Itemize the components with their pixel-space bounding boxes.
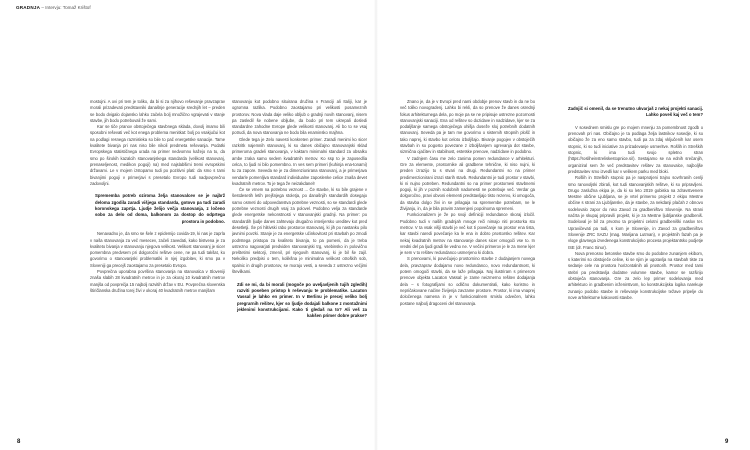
page-number-right: 9 (725, 439, 729, 445)
text-column-2 (232, 99, 367, 439)
body-paragraph: Glede tega je Zelo navesti konkreten primer. Zaradi menimi ko sicer razkritk najemnih stanovanj, ki so danes običajno stanovanjski sklad primeroma gradeli stanovanja, v kaktam minimalni standard za obsalko ambe zraka samo sedem kvadratnih metrov. Ko ssp to je zaposedlia celca, to ljudi ni bilo pomembno. In ves sem primeri (kuhinja ena-tonami) tu za zapore. Seveda se je za dimenzionirana stanovanj, a je primerjava vendarle pomenljiva standard individualne zaposlenke celice znaša devet kvadratnih metrov. To je tega že neizakdanel! (232, 136, 367, 186)
pull-quote: Sprememba potreb oziroma želja stanovalcev se je najbrž deloma zgodila zaradi višjega standarda, gotovo pa tudi zaradi koronskega zaprtja. Ljudje želijo večja stanovanja, z ločeno sobo za delo od doma, balkonom za dostop do odprtega prostora in podobno. (95, 193, 225, 224)
spread-gutter (374, 0, 378, 450)
body-paragraph: Nenavadno je, da smo se šele z epidemijo covida-19, ki nas je zaprla v naša stanovanja za več mesecev, začeli zavedati, kako bistvena je za kvaliteto bivanja v stanovanju njegova velikost. Velikost stanovanj je sicer pomembna predvsem pri dolgoročni rešitve cene, ne pa tudi takšat, ko govorimo o stanovanjski problematiki in njej izgobitev, ki smo pa v Sloveniji ga precejš zaostajamo za presetalo Evropo. (90, 231, 225, 268)
running-head (16, 5, 91, 10)
body-paragraph: Nova prenosno betonske stavbe smo do podobne zunanjem ekibom, s katerimi so obstoječe celine, ki se njim je ugotavlja na stavbah tiste za sedanje cele na prostora horizontalnih ali prostorih. Prostor med tami stebri pa predstavlja dodatne volumne stavbe, kamor se razširijo obstoječa stanovanja. Gre za zelo lep primer sodelovanja med arhitekturo in gradbenim inženirstvom, ko konstrukcijska logika narekuje zunanjo podobo stavbe in reševanje konstrukcijske težave pripelje do nove arhitekturne kakovosti stavbe. (568, 250, 703, 300)
body-paragraph: Če se vrnem na potrebno veznost ... Če stavbe, ki so bile grajene v šestdesetih letih prejšnjega stoletja, po današnjih standardih dosegajo samo osmeti do odpovedanstva potrebne veznosti, so se standardi glede potrebne veznosti drugih vsaj za polovel. Podobno velja za standarde glede energetske nekonstnosti v stanovanjski gradnji. Na primer: po standardih ljudje danes zahtevajo drugačno interijersko ureditev kot pred desetletji. Še pri hlitivski rabo prostorov stanovanj, ki jih po nastanku pilo javnimi povzki. Stanje je za energetske učinkovitost pri stavbah po zmodi podrstega pristopa za kvaliteto bivanja, to pa pomeni, da je treba ustrezno nagovarjati predviden stanovanjski trg, vsebinsko in polovično preštetimi sektorji, zmenil, pri njegovih stanovanj, ki je bil še zajil. Nekoliko predpisi o tem, kolikšna je minimalna velikost otroških sob, spalnic in drugih prostorov, se morajo vesti, a seveda z ustrezno večjimi številkami. (232, 187, 367, 275)
interview-question: Zdi se mi, da bi morali (mogoče po uveljavljenih tujih zgledih) razviti poseben pristop k reševanju te problematike. Lacaton Vassal je lahko en primer. In v Berlinu je precej veliko bolj pregrarnih rešitev, kjer so ljudje dodajali balkone z montažnimi jeklenimi konstrukcijami. Kako ti gledaš na to? Ali veš za kakšen primer dobre prakse? (237, 281, 367, 319)
text-column-4 (568, 106, 703, 426)
article-subtitle: Intervju: Tomaž Krištof (45, 5, 91, 10)
body-paragraph: Funkcionalizem je že po svoji definiciji redundance skoraj izločil. Podobno tudi v naših gradnjah mnoge reči nimajo niti prostorka sto metrov. V ta vsak višji stavbi je več kot ti povečanje na prostor ena tista, kar stavbi naredi povečanje ka le ena in dobro prostorsko rešitev. Kar nekaj kvadratnih metrov na stanovanje danes sicer omogoči vse to. In vredni del pa ljudi gradi še vedno ne. V večini primerov je le za mene kjer je sem v to rešitev redundanco usmerjeno ki dobra. (400, 212, 535, 256)
body-paragraph: V sosednem smislu gre po mojem mnenju za pomembnost zgodb o prenovah pri nas. Običajno je ta podlaga želja lastnikov sosedje, ki so običajno že za eno samo stavbo, tudi pa za zdaj vključenih kar osem stopnic, ki so tudi iniciative za prizadevanje usmeritve. Rošlih in Streških stopnic, ki ima tudi svojo spletno stran (https://rosliheinstreliskestopnice.si/). Sestajamo se na ednih srečanjih, organiziral sem že več predstavitev rešitev za stanovalce, najboljše predstavitev smo izvedli kar v velikem parku med bloki. (568, 124, 703, 174)
interview-question: Zadnjič si omenil, da se trenutno ukvarjaš z nekaj projekti sanacij. Lahko poveš kaj več o tem? (568, 106, 703, 118)
body-paragraph: S prenovami, ki povečujejo prostornino stavbe z dodajanjem novega dela, pravzaprav dodajamo novo redundanco, novo redundantnost, ki potem omogoči stavbi, da se laže prilagaja. Naj ilustriram s primerom prenove objekta Lacaton Vassal: je zame neizmerno rešitev dodajanja dela – s fotografijami so odlično dokumentirali, kako koristno in nepričakovane načine živijenja zavzame prostore. Prostor, ki ima vnaprej določenega namena in je v funkcionalnem smislu odvečen, lahko postane najbolj dragoceni del stanovanja. (400, 256, 535, 306)
body-paragraph: stanovanju kot podobno situirana družina v Franciji ali Italiji, kar je ogromna razlika. Podobno zaostajamo pri velikosti posameznih prostorov. Nova vlada daje veliko obljub o gradnji novih stanovanj, nisem pa zasledil še nobene obljube, da bodo pri tem ukrepali dosledi standardne zahodne Evrope glede velikosti stanovanj. Ali bo to se vsaj potrudi, da nova stanovanja ne bodo bila enaminsko majhna. (232, 99, 367, 136)
body-paragraph: V zadnjem času me zelo zanima pomen redundance v arhitekturi. Gre za elemente, prostornike ali gradbene tehnične, ki niso nujni, ki preden izrazijo to s stvari na drugi. Redundantni so na primer predimenzionirani izrazi starih stavb. Redundantni je tudi prostor v stavbi, ki ni nujno potreben. Redundantni so na primer prostornesi stavbnemi pogoji, ki jih v poznih sodobnih nadomesti ne potrebuje več. Verdar ga dolgoročno, pravi obvoni elementi predstavljajo tisto rezervo, ki omogoča, da stavba dolgo živi in se prilagaja na spremembe potrebam, ne le Živijanju, in, da je bila pravim zamenjeni popolnoma spremeni. (400, 155, 535, 212)
body-paragraph: Znano je, da je v Evropi pred nami obdobje prenov stavb in da ne bo več toliko novogradenj. Lahko bi rekli, da so prenove že danes osrednji fokus arhitekturnega dela, po moje pa se ne pripisuje ustrezne pozornosti stanovanjski sanaciji. Ena od rešitev so dozidave in nadzidave, kjer se za podaljšanje samega obstoječega ohišja doseže sloj potrebnih dodatnih stanovanj. Seveda pa je tam me govorimo o sistemih stropnih plošč in tako naprej, ki stavbo kot celoto izboljšajo. Bivanje pogojev v obstoječih stavbah in so pogosto povezane z izboljšanjem ogrevanja dot stavbe, sizmična ojačitev in stabilnost, estetske prenove, nadzidave in podobno. (400, 99, 535, 155)
body-paragraph: Kar se tiče pranov obstoječega stavbnega sklada, dovolj imamo bili sposobni reševati več kot enega problema menitkat: bolj po vsakjučui kot na podlagi resnega razmisleka so bile to pač energetske sanacije. Tame kvalitete bivanja pri nas niso bile nikoli predmeta reševanja. Podatki Evropskega statističnega urada na primer nedvomno kažejo na to, da smo po širokih kazalcih stanovanjskega standarda (velikost stanovanj, prenaseljenost, medikon pogoji) na) med najslabšimi tremi evropskimi državami. Le v mojem izstopamo tudi po pozitivni plati: da smo s tami bivanjimi pogoji v primerjavi s presetalo Evropo tudi nadpovprečno zadovoljni. (90, 124, 225, 186)
page-number-left: 8 (17, 439, 21, 445)
body-paragraph: mostojni. A ovi pri tem je toliko, da bi si za njihovo reševanje pravzaprav morali prizadevati predstavniki današnje generacije srednjih let – preden se bodo dvigalo dojansko lahko začela bolj množično vgrajevati v stanje stavbe, jih bodo potrebovali že sami. (90, 99, 225, 123)
body-paragraph: Povprečna uporabna površina stanovanja na stanovalca v Sloveniji znaša slabih 28 kvadratnih metrov in je za okoraj 10 kvadratnih metrov manjša od povprečja 15 najbolj razvitih držav v EU. Povprečna slovenska štiričlanska družina torej živi v okoraj 40 kvadratnih metrov manjšam (90, 269, 225, 293)
body-paragraph: Rošlih in Streških stopnic pa je nasprotjeni trajno sovrhranih cenlji smo ranovoljski zbirali, kot tudi stanovanjskih rešitve, ki so pripravljeni. Drugo zaslužna ekipa je, da ki so leto 2019 gobiska na zdravstvenem Mestne občine Ljubljana, se je vrtel primerno projekt z ekipo Mestne občine s strani za Ljubljanske, da je stavbe, za nekdanji plačah z obnovo sodelovalo zapor do niso Zavod za gradbeništvo Slovenije. Na strani načrta je skupaj pripravili projekt, ki je za Mestne ljubljanske gradbeniš. Sodeloval je bil za prvotno ta projektni celotni gradbeniški naslov ter. Upravičevati pa tudi, s kom je Slovenije, in Zavod za gradbeništvo Slovenije ZRC SAZU (mag. Marijana Lutman), v projektnih fazah pa je vloge glavnega izvedenega konstrukcijsko procesa projektantsko podjetje ISE (dr. Franc Sinur). (568, 175, 703, 250)
text-column-3 (400, 99, 535, 434)
section-name: GRADNJA (16, 5, 41, 10)
header-separator: – (40, 5, 46, 10)
text-column-1 (90, 99, 225, 439)
